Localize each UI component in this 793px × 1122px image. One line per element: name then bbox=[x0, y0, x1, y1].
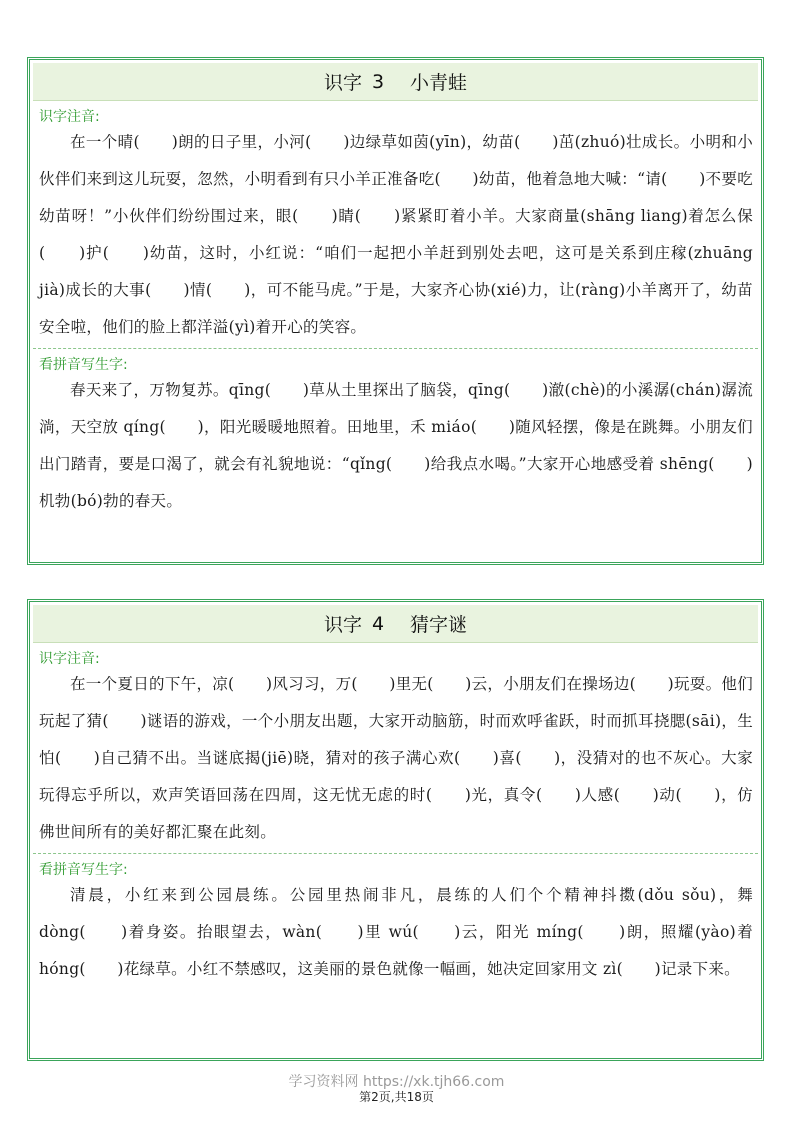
section-write-characters bbox=[30, 854, 761, 988]
lesson-title-name: 猜字谜 bbox=[410, 614, 468, 636]
page-number: 第2页,共18页 bbox=[359, 1090, 434, 1104]
passage-text: 春天来了，万物复苏。qīng( )草从土里探出了脑袋，qīng( )澈(chè)的小溪潺(chán)潺流淌，天空放 qíng( )，阳光暖暖地照着。田地里，禾 miáo( )随风轻摆，像是在跳舞。小朋友们出门踏青，要是口渴了，就会有礼貌地说：“qǐng( )给我点水喝。”大家开心地感受着 shēng( )机勃(bó)勃的春天。 bbox=[39, 381, 753, 510]
section-label: 看拼音写生字: bbox=[39, 357, 128, 373]
lesson-card-4 bbox=[27, 599, 764, 1061]
lesson-title-prefix: 识字 bbox=[323, 614, 362, 636]
lesson-title-bar bbox=[33, 63, 758, 101]
passage-text: 清晨，小红来到公园晨练。公园里热闹非凡，晨练的人们个个精神抖擞(dǒu sǒu)，舞 dòng( )着身姿。抬眼望去，wàn( )里 wú( )云，阳光 míng( )朗，照耀(yào)着 hóng( )花绿草。小红不禁感叹，这美丽的景色就像一幅画，她决定回家用文 zì( )记录下来。 bbox=[39, 886, 753, 978]
section-label: 识字注音: bbox=[39, 109, 100, 125]
lesson-card-3 bbox=[27, 57, 764, 565]
section-annotate-pinyin bbox=[30, 101, 761, 346]
footer-site-link[interactable]: 学习资料网 https://xk.tjh66.com bbox=[288, 1074, 505, 1090]
section-write-characters bbox=[30, 349, 761, 520]
lesson-title-number: 4 bbox=[371, 612, 385, 635]
lesson-title-prefix: 识字 bbox=[323, 72, 362, 94]
section-label: 看拼音写生字: bbox=[39, 862, 128, 878]
passage-text: 在一个晴( )朗的日子里，小河( )边绿草如茵(yīn)，幼苗( )茁(zhuó)壮成长。小明和小伙伴们来到这儿玩耍，忽然，小明看到有只小羊正准备吃( )幼苗，他着急地大喊：“请( )不要吃幼苗呀！”小伙伴们纷纷围过来，眼( )睛( )紧紧盯着小羊。大家商量(shāng liang)着怎么保( )护( )幼苗，这时，小红说：“咱们一起把小羊赶到别处去吧，这可是关系到庄稼(zhuāng jià)成长的大事( )情( )，可不能马虎。”于是，大家齐心协(xié)力，让(ràng)小羊离开了，幼苗安全啦，他们的脸上都洋溢(yì)着开心的笑容。 bbox=[39, 133, 753, 336]
lesson-title-number: 3 bbox=[371, 70, 385, 93]
lesson-title-bar bbox=[33, 605, 758, 643]
section-annotate-pinyin bbox=[30, 643, 761, 851]
section-label: 识字注音: bbox=[39, 651, 100, 667]
lesson-title-name: 小青蛙 bbox=[410, 72, 468, 94]
passage-text: 在一个夏日的下午，凉( )风习习，万( )里无( )云，小朋友们在操场边( )玩耍。他们玩起了猜( )谜语的游戏，一个小朋友出题，大家开动脑筋，时而欢呼雀跃，时而抓耳挠腮(sāi)，生怕( )自己猜不出。当谜底揭(jiē)晓，猜对的孩子满心欢( )喜( )，没猜对的也不灰心。大家玩得忘乎所以，欢声笑语回荡在四周，这无忧无虑的时( )光，真令( )人感( )动( )，仿佛世间所有的美好都汇聚在此刻。 bbox=[39, 675, 753, 841]
